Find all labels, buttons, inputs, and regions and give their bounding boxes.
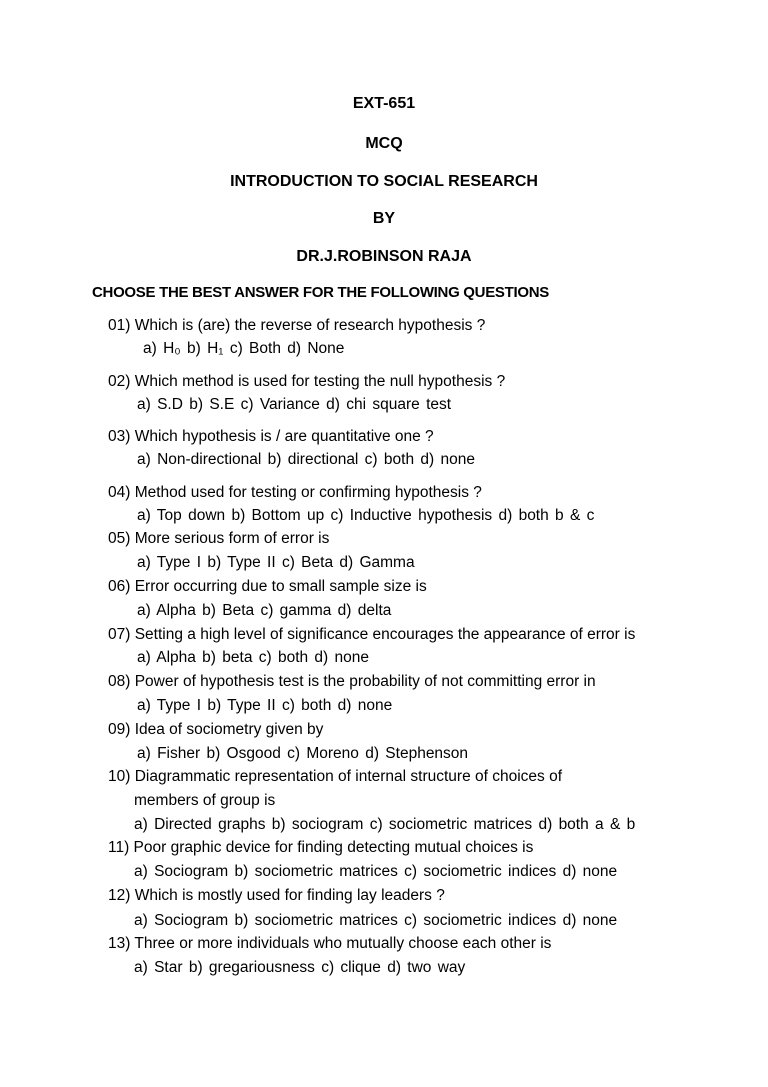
- course-title: INTRODUCTION TO SOCIAL RESEARCH: [230, 173, 538, 190]
- question-text: 13) Three or more individuals who mutually choose each other is: [108, 935, 552, 952]
- question-text: 05) More serious form of error is: [108, 530, 330, 547]
- question-text: 04) Method used for testing or confirming hypothesis ?: [108, 484, 482, 501]
- question-options: a) Star b) gregariousness c) clique d) two way: [134, 959, 466, 976]
- by-label: BY: [372, 210, 396, 227]
- question-options: a) Alpha b) beta c) both d) none: [137, 649, 370, 666]
- question-options: a) Alpha b) Beta c) gamma d) delta: [137, 602, 392, 619]
- question-text: 02) Which method is used for testing the null hypothesis ?: [108, 373, 506, 390]
- question-options: a) Type I b) Type II c) Beta d) Gamma: [137, 554, 415, 571]
- question-text: 06) Error occurring due to small sample size is: [108, 578, 427, 595]
- question-text: 03) Which hypothesis is / are quantitative one ?: [108, 428, 434, 445]
- question-options: a) H₀ b) H₁ c) Both d) None: [143, 340, 345, 357]
- question-text: 10) Diagrammatic representation of internal structure of choices of: [108, 768, 563, 785]
- question-text: 09) Idea of sociometry given by: [108, 721, 324, 738]
- question-options: a) Top down b) Bottom up c) Inductive hypothesis d) both b & c: [137, 507, 595, 524]
- document-type: MCQ: [365, 135, 403, 152]
- question-text: 07) Setting a high level of significance encourages the appearance of error is: [108, 626, 636, 643]
- question-options: a) Non-directional b) directional c) both d) none: [137, 451, 475, 468]
- question-options: a) Directed graphs b) sociogram c) sociometric matrices d) both a & b: [134, 816, 636, 833]
- instructions-heading: CHOOSE THE BEST ANSWER FOR THE FOLLOWING QUESTIONS: [92, 284, 549, 301]
- question-text: 01) Which is (are) the reverse of research hypothesis ?: [108, 317, 486, 334]
- question-options: a) Sociogram b) sociometric matrices c) sociometric indices d) none: [134, 912, 618, 929]
- question-options: a) S.D b) S.E c) Variance d) chi square test: [137, 396, 452, 413]
- question-text-continued: members of group is: [134, 792, 276, 809]
- course-code: EXT-651: [352, 95, 416, 112]
- question-text: 11) Poor graphic device for finding detecting mutual choices is: [108, 839, 534, 856]
- question-options: a) Fisher b) Osgood c) Moreno d) Stephenson: [137, 745, 469, 762]
- author-name: DR.J.ROBINSON RAJA: [296, 248, 472, 265]
- question-options: a) Type I b) Type II c) both d) none: [137, 697, 393, 714]
- question-text: 12) Which is mostly used for finding lay leaders ?: [108, 887, 445, 904]
- question-text: 08) Power of hypothesis test is the probability of not committing error in: [108, 673, 596, 690]
- question-options: a) Sociogram b) sociometric matrices c) sociometric indices d) none: [134, 863, 618, 880]
